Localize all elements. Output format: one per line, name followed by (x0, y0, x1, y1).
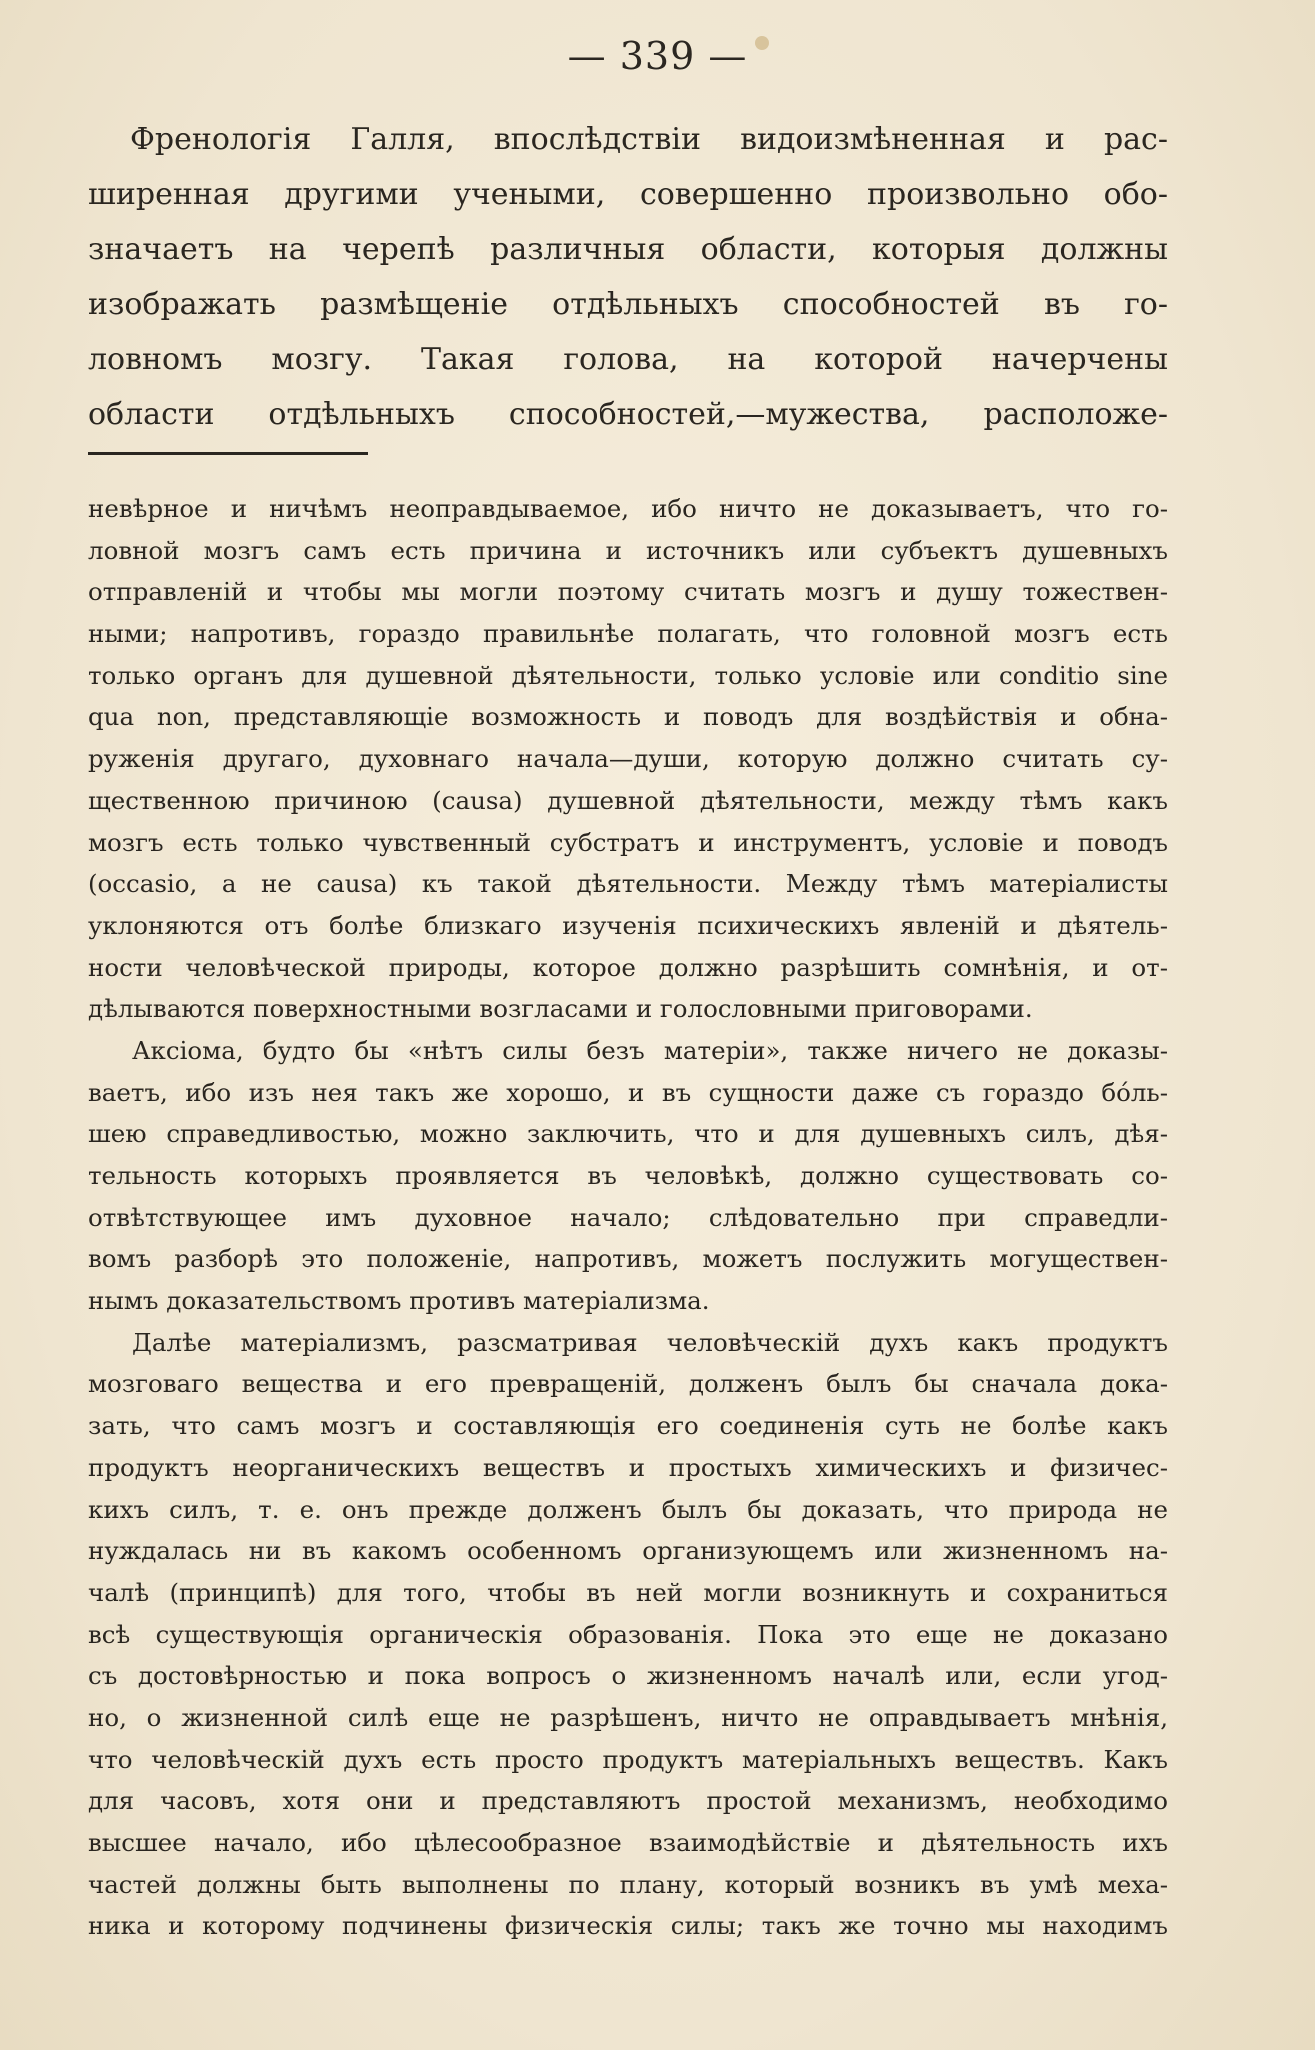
footnote-line: невѣрное и ничѣмъ неоправдываемое, ибо ничто не доказываетъ, что го- (88, 494, 1168, 523)
footnote-line: мозговаго вещества и его превращеній, долженъ былъ бы сначала дока- (88, 1369, 1168, 1399)
footnote-line: отвѣтствующее имъ духовное начало; слѣдовательно при справедли- (88, 1202, 1168, 1232)
footnote-line: съ достовѣрностью и пока вопросъ о жизненномъ началѣ или, если угод- (88, 1661, 1168, 1691)
footnote-line: зать, что самъ мозгъ и составляющія его соединенія суть не болѣе какъ (88, 1411, 1168, 1441)
footnote-line: нуждалась ни въ какомъ особенномъ организующемъ или жизненномъ на- (88, 1536, 1168, 1566)
main-text-line: изображать размѣщеніе отдѣльныхъ способностей въ го- (88, 287, 1168, 322)
footnote-line: qua non, представляющіе возможность и поводъ для воздѣйствія и обна- (88, 702, 1168, 732)
footnote-line: шею справедливостью, можно заключить, что и для душевныхъ силъ, дѣя- (88, 1119, 1168, 1149)
footnote-line: ными; напротивъ, гораздо правильнѣе полагать, что головной мозгъ есть (88, 619, 1168, 649)
footnote-line: ловной мозгъ самъ есть причина и источникъ или субъектъ душевныхъ (88, 535, 1168, 565)
footnote-line: (occasio, а не causa) къ такой дѣятельности. Между тѣмъ матеріалисты (88, 869, 1168, 899)
footnote-line: мозгъ есть только чувственный субстратъ и инструментъ, условіе и поводъ (88, 827, 1168, 857)
main-text-line: ловномъ мозгу. Такая голова, на которой начерчены (88, 342, 1168, 377)
footnote-line: Аксіома, будто бы «нѣтъ силы безъ матеріи», также ничего не доказы- (132, 1035, 1168, 1065)
main-text-line: Френологія Галля, впослѣдствіи видоизмѣненная и рас- (130, 122, 1168, 157)
footnote-line: щественною причиною (causa) душевной дѣятельности, между тѣмъ какъ (88, 785, 1168, 815)
footnote-line: частей должны быть выполнены по плану, который возникъ въ умѣ меха- (88, 1869, 1168, 1899)
page-number: — 339 — (567, 34, 748, 78)
footnote-line: ника и которому подчинены физическія силы; такъ же точно мы находимъ (88, 1911, 1168, 1941)
footnote (88, 488, 1168, 1947)
footnote-line: тельность которыхъ проявляется въ человѣкѣ, должно существовать со- (88, 1161, 1168, 1190)
footnote-line: но, о жизненной силѣ еще не разрѣшенъ, ничто не оправдываетъ мнѣнія, (88, 1702, 1168, 1732)
footnote-line: всѣ существующія органическія образованія. Пока это еще не доказано (88, 1619, 1168, 1649)
footnote-line: чалѣ (принципѣ) для того, чтобы въ ней могли возникнуть и сохраниться (88, 1577, 1168, 1607)
footnote-line: только органъ для душевной дѣятельности, только условіе или conditio sine (88, 660, 1168, 690)
footnote-line: высшее начало, ибо цѣлесообразное взаимодѣйствіе и дѣятельность ихъ (88, 1828, 1168, 1857)
footnote-line: ности человѣческой природы, которое должно разрѣшить сомнѣнія, и от- (88, 952, 1168, 982)
footnote-line: ваетъ, ибо изъ нея такъ же хорошо, и въ сущности даже съ гораздо бóль- (88, 1077, 1168, 1107)
footnote-line: Далѣе матеріализмъ, разсматривая человѣческій духъ какъ продуктъ (132, 1327, 1168, 1357)
footnote-line: уклоняются отъ болѣе близкаго изученія психическихъ явленій и дѣятель- (88, 910, 1168, 940)
footnote-line: для часовъ, хотя они и представляютъ простой механизмъ, необходимо (88, 1786, 1168, 1816)
footnote-line: что человѣческій духъ есть просто продуктъ матеріальныхъ веществъ. Какъ (88, 1744, 1168, 1774)
main-text-line: значаетъ на черепѣ различныя области, которыя должны (88, 232, 1168, 267)
footnote-line: вомъ разборѣ это положеніе, напротивъ, можетъ послужить могуществен- (88, 1244, 1168, 1274)
main-text-line: ширенная другими учеными, совершенно произвольно обо- (88, 177, 1168, 212)
main-text-line: области отдѣльныхъ способностей,—мужества, расположе- (88, 397, 1168, 432)
footnote-line: нымъ доказательствомъ противъ матеріализма. (88, 1286, 710, 1316)
footnote-line: кихъ силъ, т. е. онъ прежде долженъ былъ бы доказать, что природа не (88, 1494, 1168, 1524)
main-text (88, 112, 1168, 442)
footnote-separator (88, 452, 368, 455)
footnote-line: дѣлываются поверхностными возгласами и голословными приговорами. (88, 994, 1033, 1024)
footnote-line: отправленій и чтобы мы могли поэтому считать мозгъ и душу тожествен- (88, 577, 1168, 607)
footnote-line: руженія другаго, духовнаго начала—души, которую должно считать су- (88, 744, 1168, 774)
footnote-line: продуктъ неорганическихъ веществъ и простыхъ химическихъ и физичес- (88, 1452, 1168, 1482)
